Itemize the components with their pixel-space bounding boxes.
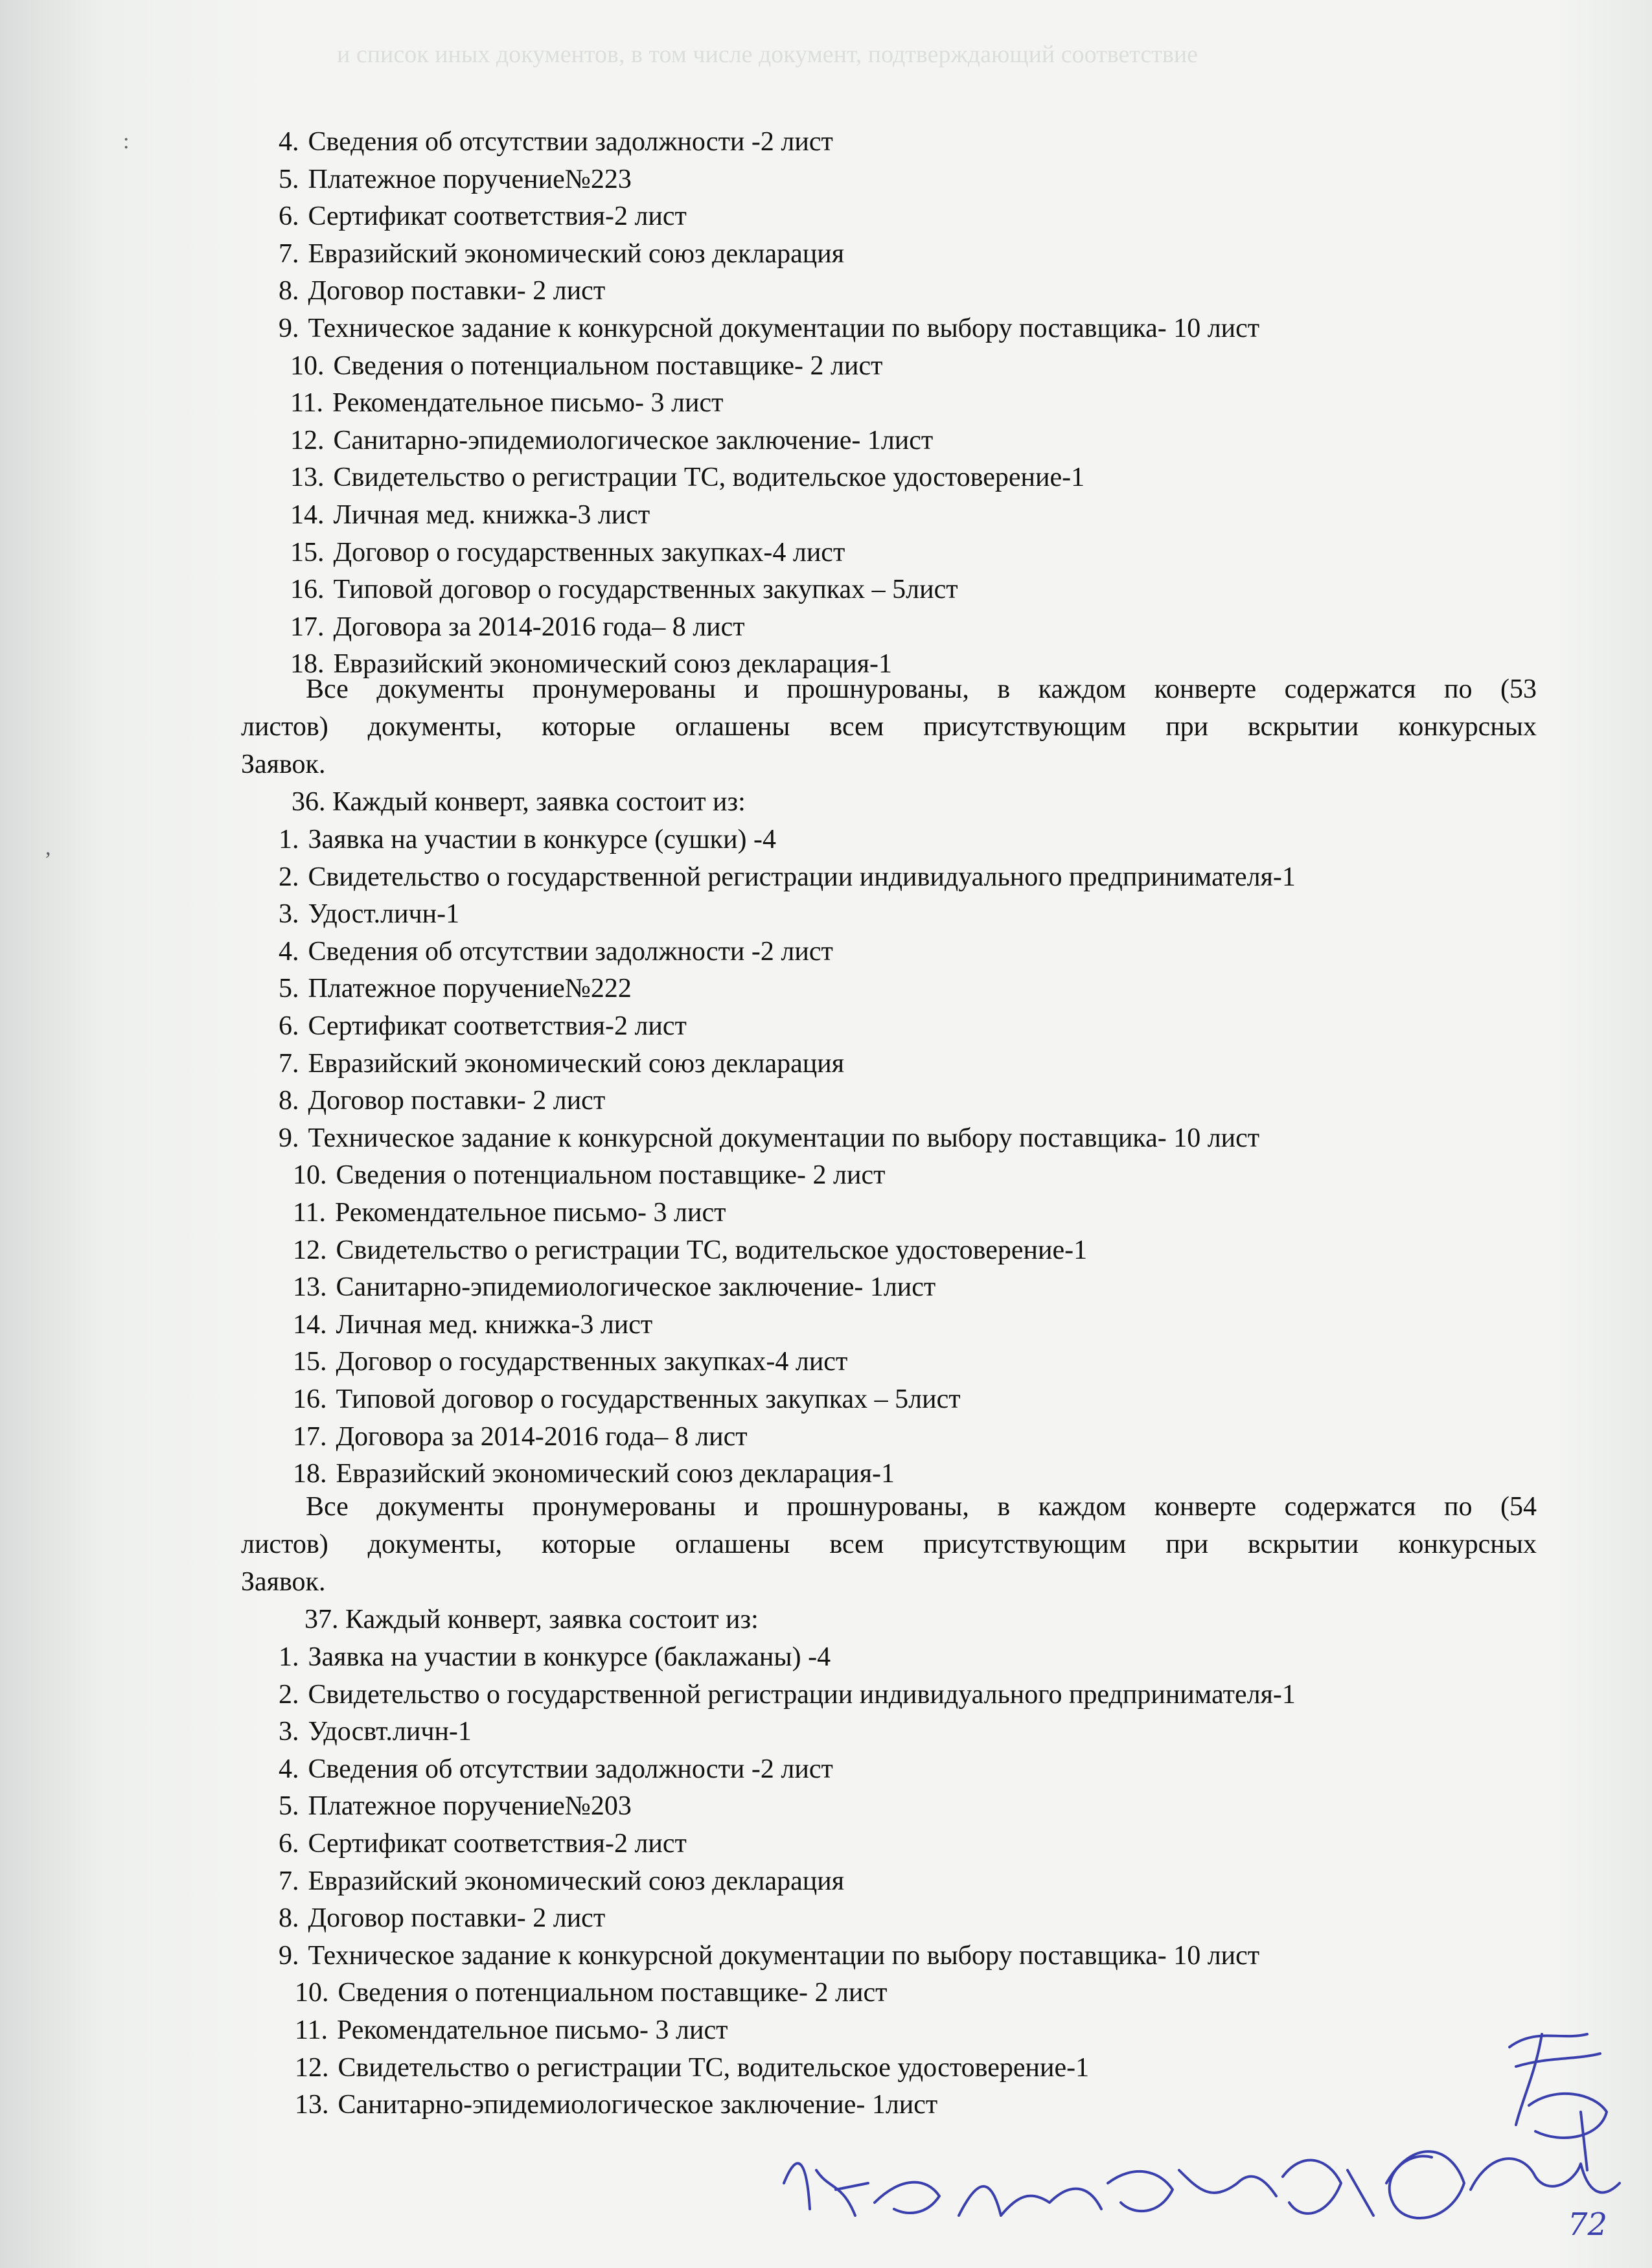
list-item-text: Свидетельство о государственной регистрации индивидуального предпринимателя-1 <box>308 862 1296 892</box>
list-item <box>290 459 1084 496</box>
list-item-number: 9. <box>279 314 299 343</box>
list-item <box>279 970 632 1007</box>
list-item-number: 10. <box>295 1978 329 2008</box>
section-36-heading: 36. Каждый конверт, заявка состоит из: <box>292 787 746 817</box>
bleed-through-text: и список иных документов, в том числе документ, подтверждающий соответствие <box>337 41 1199 68</box>
list-item-text: Договор поставки- 2 лист <box>308 276 606 306</box>
list-item-text: Свидетельство о государственной регистрации индивидуального предпринимателя-1 <box>308 1679 1296 1710</box>
list-item-text: Рекомендательное письмо- 3 лист <box>332 388 724 418</box>
list-item-text: Заявка на участии в конкурсе (баклажаны) -4 <box>308 1642 831 1672</box>
list-item-text: Платежное поручение№222 <box>308 974 632 1004</box>
list-item <box>279 895 459 933</box>
list-item <box>279 1007 687 1045</box>
list-item-text: Удосвт.личн-1 <box>308 1717 472 1747</box>
list-item <box>293 1231 1087 1269</box>
list-item <box>290 422 933 459</box>
list-item <box>293 1194 726 1231</box>
list-item-number: 13. <box>295 2090 329 2120</box>
list-item-text: Личная мед. книжка-3 лист <box>336 1309 653 1340</box>
list-item-text: Евразийский экономический союз декларация <box>308 1866 845 1896</box>
list-item-text: Сертификат соответствия-2 лист <box>308 1829 687 1859</box>
list-item-number: 6. <box>279 1829 299 1859</box>
list-item-number: 15. <box>293 1347 327 1377</box>
list-item <box>279 198 687 235</box>
summary2-line3: Заявок. <box>241 1567 326 1597</box>
list-item-text: Договора за 2014-2016 года– 8 лист <box>333 612 745 642</box>
list-item <box>293 1268 935 1306</box>
list-item <box>279 1713 472 1750</box>
list-item-number: 10. <box>293 1160 327 1191</box>
list-item-number: 18. <box>290 649 325 680</box>
list-item-text: Сведения об отсутствии задолжности -2 лист <box>308 1754 833 1784</box>
list-item <box>290 608 745 646</box>
signature-mark <box>1108 2170 1276 2211</box>
list-item-number: 12. <box>295 2052 329 2083</box>
list-item <box>293 1380 961 1418</box>
list-item-text: Сведения об отсутствии задолжности -2 лист <box>308 936 833 967</box>
list-item-number: 11. <box>295 2015 328 2045</box>
list-item <box>279 1750 833 1788</box>
list-item-number: 8. <box>279 1086 299 1116</box>
list-item-number: 3. <box>279 899 299 930</box>
list-item <box>279 1937 1259 1975</box>
list-item-number: 8. <box>279 1903 299 1934</box>
list-item-text: Евразийский экономический союз декларация <box>308 238 845 269</box>
list-item <box>279 1638 831 1676</box>
signature-mark <box>1529 2094 1607 2170</box>
list-item <box>290 534 845 571</box>
signature-mark <box>1283 2151 1464 2218</box>
list-item-number: 16. <box>290 575 325 605</box>
list-item <box>279 161 632 198</box>
list-item-number: 5. <box>279 974 299 1004</box>
list-item-text: Личная мед. книжка-3 лист <box>333 500 650 530</box>
summary1-line2: листов) документы, которые оглашены всем присутствующим при вскрытии конкурсных <box>241 712 1537 742</box>
list-item <box>279 1899 605 1937</box>
list-item <box>293 1156 885 1194</box>
list-item <box>290 571 958 608</box>
list-item-number: 18. <box>293 1459 327 1489</box>
list-item-text: Техническое задание к конкурсной документации по выбору поставщика- 10 лист <box>308 1123 1260 1153</box>
list-item-number: 11. <box>290 388 323 418</box>
list-item-text: Евразийский экономический союз декларация <box>308 1048 845 1079</box>
list-item-text: Свидетельство о регистрации ТС, водительское удостоверение-1 <box>336 1235 1088 1265</box>
list-item-text: Сведения о потенциальном поставщике- 2 лист <box>338 1978 888 2008</box>
list-item <box>279 1862 844 1900</box>
list-item-number: 5. <box>279 164 299 194</box>
list-item-text: Сведения о потенциальном поставщике- 2 лист <box>333 350 883 381</box>
list-item-number: 14. <box>293 1309 327 1340</box>
list-item-number: 4. <box>279 127 299 157</box>
list-item-number: 3. <box>279 1717 299 1747</box>
list-item-text: Сертификат соответствия-2 лист <box>308 1011 687 1041</box>
list-item-text: Санитарно-эпидемиологическое заключение- 1лист <box>333 425 934 455</box>
list-item-text: Санитарно-эпидемиологическое заключение- 1лист <box>336 1272 936 1303</box>
list-item-text: Типовой договор о государственных закупках – 5лист <box>333 575 958 605</box>
list-item-number: 2. <box>279 1679 299 1710</box>
list-item-number: 13. <box>293 1272 327 1303</box>
margin-mark: , <box>45 836 51 860</box>
signature-mark <box>1471 2159 1620 2192</box>
list-item-text: Рекомендательное письмо- 3 лист <box>334 1198 726 1228</box>
list-item-number: 6. <box>279 201 299 232</box>
list-item-text: Договор поставки- 2 лист <box>308 1086 606 1116</box>
margin-mark: : <box>123 130 130 154</box>
list-item-number: 17. <box>290 612 325 642</box>
list-item-text: Удост.личн-1 <box>308 899 460 930</box>
list-item-number: 12. <box>290 425 325 455</box>
list-item <box>279 1082 605 1119</box>
list-item-number: 12. <box>293 1235 327 1265</box>
summary1-line1: Все документы пронумерованы и прошнурованы, в каждом конверте содержатся по (53 <box>306 674 1537 704</box>
list-item-number: 4. <box>279 1754 299 1784</box>
list-item-text: Договора за 2014-2016 года– 8 лист <box>336 1421 748 1452</box>
list-item <box>293 1418 748 1456</box>
list-item <box>279 1676 1296 1713</box>
list-item <box>295 2011 728 2049</box>
list-item-text: Платежное поручение№223 <box>308 164 632 194</box>
list-item <box>279 1825 687 1862</box>
list-item-text: Сведения об отсутствии задолжности -2 лист <box>308 127 833 157</box>
list-item <box>293 1306 652 1344</box>
list-item <box>279 933 833 970</box>
list-item-number: 7. <box>279 1866 299 1896</box>
list-item-text: Рекомендательное письмо- 3 лист <box>336 2015 728 2045</box>
list-item-number: 14. <box>290 500 325 530</box>
list-item <box>279 1045 844 1082</box>
list-item-text: Заявка на участии в конкурсе (сушки) -4 <box>308 825 777 854</box>
list-item-text: Сведения о потенциальном поставщике- 2 лист <box>336 1160 886 1191</box>
list-item-text: Договор поставки- 2 лист <box>308 1903 606 1934</box>
list-item-number: 9. <box>279 1123 299 1153</box>
list-item-number: 16. <box>293 1384 327 1414</box>
list-item <box>279 858 1296 896</box>
handwritten-signatures <box>745 2021 1652 2267</box>
list-item <box>290 384 723 422</box>
list-item <box>295 1974 887 2011</box>
list-item-text: Договор о государственных закупках-4 лист <box>336 1347 848 1377</box>
list-item-number: 8. <box>279 276 299 306</box>
list-item <box>279 1787 632 1825</box>
list-item-text: Типовой договор о государственных закупках – 5лист <box>336 1384 961 1414</box>
list-item-number: 10. <box>290 350 325 381</box>
list-item <box>293 1343 847 1380</box>
list-item-number: 7. <box>279 238 299 269</box>
list-item-number: 6. <box>279 1011 299 1041</box>
list-item <box>290 496 650 534</box>
list-item <box>290 347 882 385</box>
list-item-number: 15. <box>290 537 325 567</box>
list-item-number: 9. <box>279 1940 299 1971</box>
list-item <box>279 1119 1259 1157</box>
signature-mark <box>959 2186 1101 2216</box>
section-37-heading: 37. Каждый конверт, заявка состоит из: <box>304 1605 759 1634</box>
list-item <box>279 235 844 273</box>
list-item-text: Свидетельство о регистрации ТС, водительское удостоверение-1 <box>333 463 1085 493</box>
list-item-number: 13. <box>290 463 325 493</box>
list-item-text: Евразийский экономический союз декларация-1 <box>333 649 893 680</box>
summary2-line1: Все документы пронумерованы и прошнурованы, в каждом конверте содержатся по (54 <box>306 1492 1537 1522</box>
list-item-text: Санитарно-эпидемиологическое заключение- 1лист <box>338 2090 938 2120</box>
summary1-line3: Заявок. <box>241 750 326 779</box>
list-item <box>279 123 833 161</box>
page-number: 72 <box>1568 2206 1608 2243</box>
list-item-number: 1. <box>279 1642 299 1672</box>
summary2-line2: листов) документы, которые оглашены всем присутствующим при вскрытии конкурсных <box>241 1529 1537 1559</box>
signature-mark <box>784 2163 939 2216</box>
list-item-text: Евразийский экономический союз декларация-1 <box>336 1459 895 1489</box>
signature-mark <box>1509 2034 1600 2125</box>
list-item-number: 2. <box>279 862 299 892</box>
list-item-text: Свидетельство о регистрации ТС, водительское удостоверение-1 <box>338 2052 1090 2083</box>
list-item <box>279 272 605 310</box>
list-item-text: Договор о государственных закупках-4 лист <box>333 537 845 567</box>
list-item-number: 7. <box>279 1048 299 1079</box>
list-item-text: Сертификат соответствия-2 лист <box>308 201 687 232</box>
list-item-number: 5. <box>279 1791 299 1822</box>
list-item-text: Техническое задание к конкурсной документации по выбору поставщика- 10 лист <box>308 314 1260 343</box>
list-item-number: 11. <box>293 1198 326 1228</box>
list-item-number: 4. <box>279 936 299 967</box>
list-item-number: 1. <box>279 825 299 854</box>
list-item <box>279 310 1259 347</box>
list-item <box>293 1455 895 1493</box>
list-item <box>279 821 776 858</box>
list-item-number: 17. <box>293 1421 327 1452</box>
list-item-text: Техническое задание к конкурсной документации по выбору поставщика- 10 лист <box>308 1940 1260 1971</box>
list-item-text: Платежное поручение№203 <box>308 1791 632 1822</box>
